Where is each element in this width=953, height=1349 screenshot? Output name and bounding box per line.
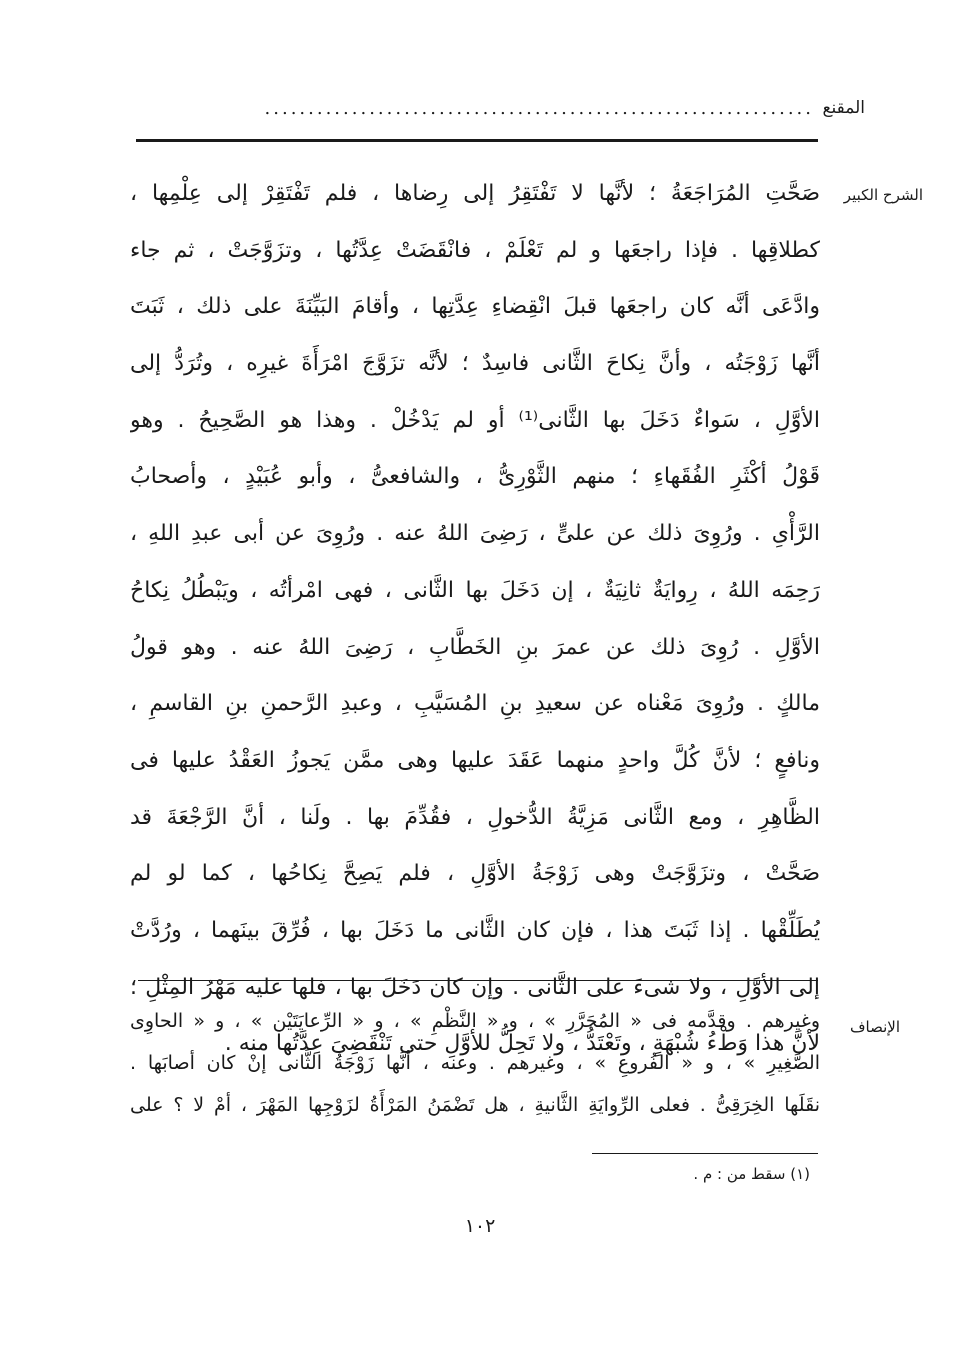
main-text-line: يُطَلِّقْها . إذا ثَبَتَ هذا ، فإن كان الثَّانى ما دَخَلَ بها ، فُرِّقَ بينَهما ، ورُدَّتْ	[130, 917, 820, 943]
main-text-line: رَحِمَه اللهُ ، رِوايَةٌ ثانِيَةٌ ، إن دَخَلَ بها الثَّانى ، فهى امْرأتُه ، ويَبْطُلُ نِكاحُ	[130, 577, 820, 603]
main-text-line: كطلاقِها . فإذا راجعَها و لم تَعْلَمْ ، فانْقَضَتْ عِدَّتُها ، وتزَوَّجَتْ ، ثم جاء	[130, 237, 820, 263]
footnote-rule	[592, 1153, 818, 1154]
section-divider	[138, 980, 818, 981]
main-text-line: إلى الأوَّلِ ، ولا شىءَ على الثَّانى . وإن كان دَخَلَ بها ، فلها عليه مَهْرُ المِثْلِ ؛	[130, 974, 820, 1000]
page-number: ١٠٢	[464, 1215, 496, 1237]
insaf-text-line: وغيرهم . وقدَّمه فى « المُحَرَّرِ » ، و « النَّظْمِ » ، و « الرِّعايَتَيْن » ، و « الحاوِى	[130, 1010, 820, 1032]
main-text-line: أنَّها زَوْجَتُه ، وأنَّ نِكاحَ الثَّانى فاسِدٌ ؛ لأنَّه تزَوَّجَ امْرَأَةَ غيرِه ، وتُرَدُّ إلى	[130, 351, 820, 377]
main-text-line: الأوَّلِ . رُوِىَ ذلك عن عمرَ بنِ الخَطَّابِ ، رَضِىَ اللهُ عنه . وهو قولُ	[130, 634, 820, 660]
running-header-title: المقنع	[822, 98, 865, 118]
main-text-line: صَحَّتِ المُرَاجَعَةُ ؛ لأنَّها لا تَفْتَقِرُ إلى رِضاها ، فلم تَفْتَقِرْ إلى عِلْمِها ،	[130, 181, 820, 206]
insaf-section-label: الإنصاف	[849, 1018, 900, 1036]
header-rule	[136, 139, 818, 142]
main-commentary-text	[130, 166, 820, 1073]
main-text-line: الظَّاهِرِ ، ومع الثَّانى مَزِيَّةُ الدُّخولِ ، فقُدِّمَ بها . ولَنا ، أنَّ الرَّجْعَةَ قد	[130, 804, 820, 830]
main-section-label: الشرح الكبير	[843, 186, 923, 204]
main-text-line: وادَّعَى أنَّه كان راجعَها قبلَ انْقِضاءِ عِدَّتِها ، وأقامَ البَيِّنَةَ على ذلك ، ثَبَتَ	[130, 294, 820, 320]
main-text-line: الأوَّلِ ، سَواءٌ دَخَلَ بها الثَّانى⁽¹⁾ أو لم يَدْخُلْ . وهذا هو الصَّحِيحُ . وهو	[130, 407, 820, 433]
main-text-line: مالكٍ . ورُوِىَ مَعْناه عن سعيدِ بنِ المُسَيَّبِ ، وعبدِ الرَّحمنِ بنِ القاسمِ ،	[130, 691, 820, 717]
insaf-text	[130, 1000, 820, 1126]
insaf-text-line: نقَلَها الخِرَقِىُّ . فعلى الرِّوايَةِ الثَّانيةِ ، هل تَضْمَنُ المَرْأَةُ لزَوْجِها المَهْرَ ، أمْ لا ؟ على	[130, 1094, 820, 1116]
insaf-text-line: الصَّغِيرِ » ، و « الفُروعِ » ، وغيرهم . وعنه ، أنَّها زَوْجَةُ الثَّانى إنْ كان أصابَها .	[130, 1052, 820, 1074]
main-text-line: لأنَّ هذا وَطْءُ شُبْهَةٍ ، وتَعْتَدُّ ، ولا تَحِلُّ للأوَّلِ حتى تَنْقَضِىَ عِدَّتُها منه .	[224, 1031, 820, 1057]
footnote: (١) سقط من : م .	[693, 1165, 810, 1183]
main-text-line: الرَّأْىِ . ورُوِىَ ذلك عن علىٍّ ، رَضِىَ اللهُ عنه . ورُوِىَ عن أبى عبدِ اللهِ ،	[130, 521, 820, 547]
main-text-line: قَوْلُ أكْثَرِ الفُقَهاءِ ؛ منهم الثَّوْرِىُّ ، والشافعىُّ ، وأبو عُبَيْدٍ ، وأصحابُ	[130, 464, 820, 490]
main-text-line: صَحَّتْ ، وتزَوَّجَتْ وهى زَوْجَةُ الأوَّلِ ، فلم يَصِحَّ نِكاحُها ، كما لو لم	[130, 861, 820, 887]
main-text-line: ونافعٍ ؛ لأنَّ كُلَّ واحدٍ منهما عَقَدَ عليها وهى ممَّن يَجوزُ العَقْدُ عليها فى	[130, 747, 820, 773]
header-dotted-leader: ...............................................................	[264, 98, 814, 119]
